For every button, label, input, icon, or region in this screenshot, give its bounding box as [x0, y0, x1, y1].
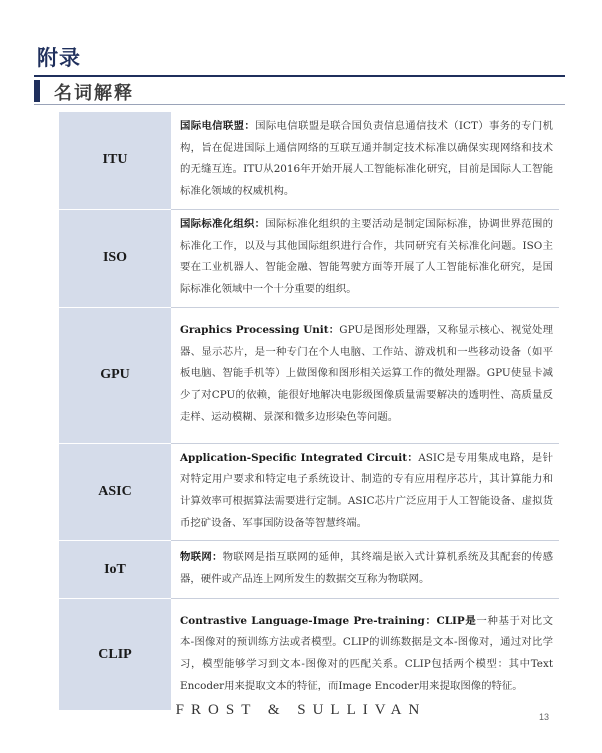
- page-number: 13: [539, 712, 550, 722]
- glossary-term: ISO: [59, 209, 171, 307]
- section-marker: [34, 80, 40, 102]
- glossary-term: CLIP: [59, 599, 171, 711]
- glossary-row-iot: [59, 541, 559, 599]
- definition-body: 国际标准化组织的主要活动是制定国际标准，协调世界范围的标准化工作，以及与其他国际组织进行合作，共同研究有关标准化问题。ISO主要在工业机器人、智能金融、智能驾驶方面等开展了人工智能标准化研究，是国际标准化领域中一个十分重要的组织。: [180, 217, 554, 295]
- definition-body: 国际电信联盟是联合国负责信息通信技术（ICT）事务的专门机构，旨在促进国际上通信网络的互联互通并制定技术标准以确保实现网络和技术的无缝互连。ITU从2016年开始开展人工智能标准化研究，目前是国际人工智能标准化领域的权威机构。: [180, 120, 553, 198]
- definition-heading: Graphics Processing Unit：: [180, 323, 340, 336]
- section-title: 名词解释: [54, 83, 134, 104]
- definition-heading: 物联网：: [180, 551, 223, 564]
- glossary-row-asic: [59, 443, 559, 541]
- glossary-term: ITU: [59, 112, 171, 209]
- definition-body: GPU是图形处理器，又称显示核心、视觉处理器、显示芯片，是一种专门在个人电脑、工作站、游戏机和一些移动设备（如平板电脑、智能手机等）上做图像和图形相关运算工作的微处理器。GPU使显卡减少了对CPU的依赖，能很好地解决电影级图像质量需要解决的透明性、高质量反走样、运动模糊、景深和微多边形染色等问题。: [180, 323, 553, 423]
- glossary-definition: [171, 443, 559, 541]
- glossary-definition: [171, 112, 559, 209]
- glossary-row-gpu: [59, 307, 559, 443]
- definition-heading: Contrastive Language-Image Pre-training：CLIP是: [180, 614, 477, 627]
- header-rule: [34, 75, 565, 77]
- glossary-term: IoT: [59, 541, 171, 599]
- glossary-term: ASIC: [59, 443, 171, 541]
- definition-heading: Application-Specific Integrated Circuit：: [180, 451, 419, 464]
- glossary-definition: [171, 209, 559, 307]
- footer-brand-logo: FROST & SULLIVAN: [175, 702, 427, 718]
- glossary-definition: [171, 541, 559, 599]
- definition-body: 一种基于对比文本-图像对的预训练方法或者模型。CLIP的训练数据是文本-图像对，通过对比学习，模型能够学习到文本-图像对的匹配关系。CLIP包括两个模型：其中Text Encoder用来提取文本的特征，而Image Encoder用来提取图像的特征。: [180, 614, 554, 692]
- section-rule: [34, 104, 565, 105]
- glossary-row-clip: [59, 599, 559, 711]
- glossary-definition: [171, 599, 559, 711]
- definition-body: ASIC是专用集成电路，是针对特定用户要求和特定电子系统设计、制造的专有应用程序芯片，其计算能力和计算效率可根据算法需要进行定制。ASIC芯片广泛应用于人工智能设备、虚拟货币挖矿设备、军事国防设备等智慧终端。: [180, 451, 553, 529]
- glossary-term: GPU: [59, 307, 171, 443]
- glossary-definition: [171, 307, 559, 443]
- glossary-table: [59, 112, 559, 711]
- appendix-title: 附录: [37, 46, 81, 70]
- glossary-row-itu: [59, 112, 559, 209]
- definition-heading: 国际标准化组织：: [180, 217, 266, 230]
- definition-heading: 国际电信联盟：: [180, 120, 256, 132]
- definition-body: 物联网是指互联网的延伸，其终端是嵌入式计算机系统及其配套的传感器，硬件或产品连上网所发生的数据交互称为物联网。: [180, 551, 554, 585]
- glossary-row-iso: [59, 209, 559, 307]
